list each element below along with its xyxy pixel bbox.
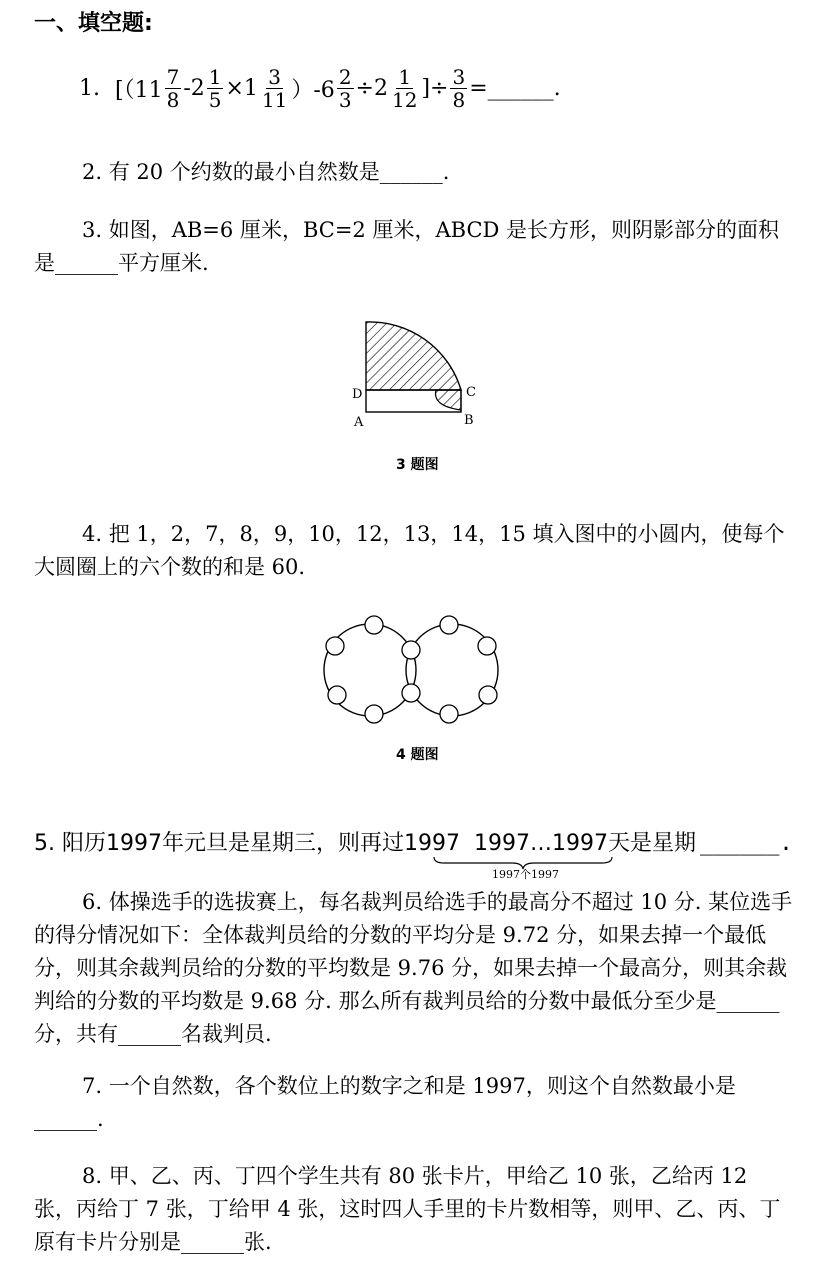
q5-brace-text: 1997 1997…1997 bbox=[403, 831, 608, 856]
quarter-circle-shaded bbox=[366, 322, 461, 390]
small-circle bbox=[479, 686, 497, 704]
fraction: $\frac{1}{5}$ bbox=[208, 65, 222, 112]
q5-text-pre: 5. 阳历1997年元旦是星期三，则再过 bbox=[34, 831, 404, 856]
q1-op: ÷2 bbox=[355, 76, 388, 101]
figure-4 bbox=[318, 608, 508, 728]
small-circle bbox=[365, 705, 383, 723]
small-circle bbox=[402, 641, 420, 659]
small-circle bbox=[365, 616, 383, 634]
figure-3-caption: 3 题图 bbox=[396, 457, 439, 473]
question-5 bbox=[34, 826, 793, 857]
q1-op: ）-6 bbox=[291, 78, 335, 103]
figure-4-caption: 4 题图 bbox=[396, 747, 439, 763]
label-a: A bbox=[354, 415, 364, 430]
q5-answer-blank: ______. bbox=[699, 831, 793, 856]
small-shaded-region bbox=[436, 390, 461, 410]
brace-label: 1997个1997 bbox=[492, 868, 559, 881]
question-7: 7. 一个自然数，各个数位上的数字之和是 1997，则这个自然数最小是______. bbox=[34, 1074, 736, 1131]
question-4: 4. 把 1，2，7，8，9，10，12，13，14，15 填入图中的小圆内，使每个大圆圈上的六个数的和是 60. bbox=[34, 522, 785, 579]
small-circle bbox=[440, 705, 458, 723]
fraction: $\frac{2}{3}$ bbox=[338, 65, 352, 112]
q1-op: ]÷ bbox=[421, 76, 449, 101]
q5-text-post: 天是星期 bbox=[607, 831, 696, 856]
label-d: D bbox=[352, 387, 363, 402]
label-b: B bbox=[464, 413, 474, 428]
fraction: $\frac{7}{8}$ bbox=[166, 65, 180, 112]
small-circle bbox=[326, 637, 344, 655]
question-2: 2. 有 20 个约数的最小自然数是______. bbox=[82, 160, 450, 184]
fraction: $\frac{1}{12}$ bbox=[391, 65, 418, 112]
question-1 bbox=[78, 66, 562, 111]
figure-3 bbox=[340, 310, 490, 435]
fraction: $\frac{3}{11}$ bbox=[261, 65, 288, 112]
small-circle bbox=[478, 637, 496, 655]
small-circle bbox=[440, 616, 458, 634]
question-8: 8. 甲、乙、丙、丁四个学生共有 80 张卡片，甲给乙 10 张，乙给丙 12 张，丙给丁 7 张，丁给甲 4 张，这时四人手里的卡片数相等，则甲、乙、丙、丁原有卡片分别是______张. bbox=[34, 1164, 781, 1254]
q1-op: -2 bbox=[183, 76, 205, 101]
small-circle bbox=[328, 686, 346, 704]
small-circle bbox=[402, 684, 420, 702]
q1-open: [（11 bbox=[115, 78, 163, 103]
section-title: 一、填空题: bbox=[34, 11, 153, 36]
label-c: C bbox=[466, 385, 476, 400]
fraction: $\frac{3}{8}$ bbox=[452, 65, 466, 112]
q1-number: 1. bbox=[79, 76, 100, 101]
q1-op: ×1 bbox=[225, 76, 258, 101]
question-6: 6. 体操选手的选拔赛上，每名裁判员给选手的最高分不超过 10 分. 某位选手的得分情况如下：全体裁判员给的分数的平均分是 9.72 分，如果去掉一个最低分，则其余裁判员给的分数的平均数是 9.76 分，如果去掉一个最高分，则其余裁判给的分数的平均数是 9.68 分. 那么所有裁判员给的分数中最低分至少是______分，共有______名裁判员. bbox=[34, 890, 793, 1046]
question-3: 3. 如图，AB=6 厘米，BC=2 厘米，ABCD 是长方形，则阴影部分的面积是______平方厘米. bbox=[34, 218, 780, 275]
q1-answer-blank: =______. bbox=[469, 76, 561, 101]
